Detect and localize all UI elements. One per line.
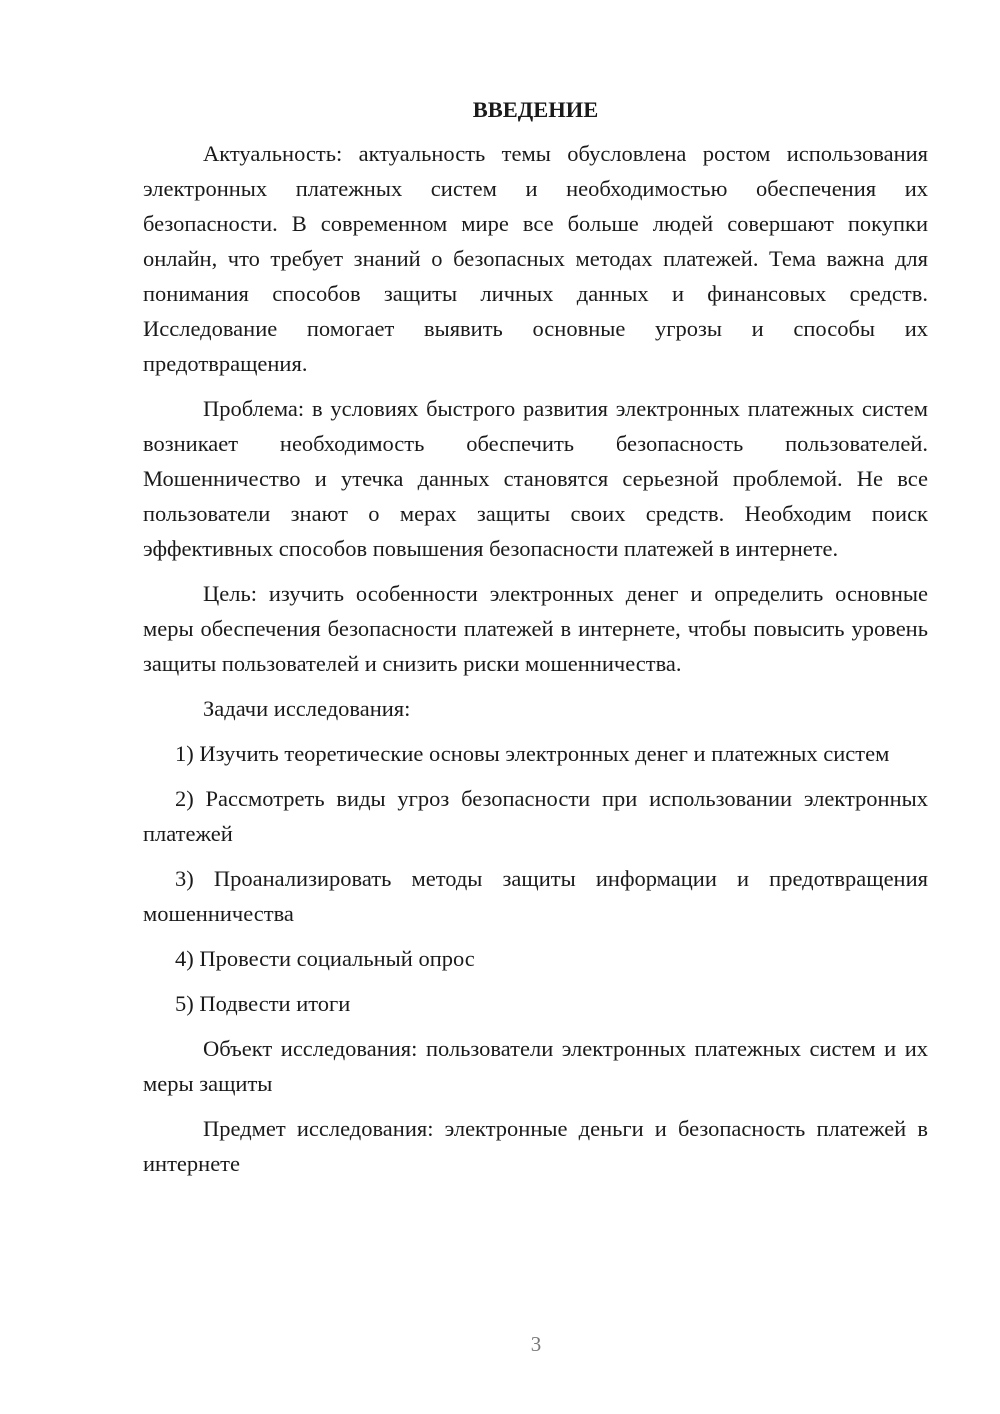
list-item: 2) Рассмотреть виды угроз безопасности при использовании электронных платежей <box>143 786 928 846</box>
tasks-list <box>143 736 928 1021</box>
list-item: 3) Проанализировать методы защиты информации и предотвращения мошенничества <box>143 866 928 926</box>
paragraph-goal: Цель: изучить особенности электронных денег и определить основные меры обеспечения безопасности платежей в интернете, чтобы повысить уровень защиты пользователей и снизить риски мошенничества. <box>143 581 928 676</box>
paragraph-problem: Проблема: в условиях быстрого развития электронных платежных систем возникает необходимость обеспечить безопасность пользователей. Мошенничество и утечка данных становятся серьезной проблемой. Не все пользователи знают о мерах защиты своих средств. Необходим поиск эффективных способов повышения безопасности платежей в интернете. <box>143 396 928 561</box>
page-number: 3 <box>530 1332 542 1356</box>
paragraph-object: Объект исследования: пользователи электронных платежных систем и их меры защиты <box>143 1036 928 1096</box>
list-item: 4) Провести социальный опрос <box>175 946 475 971</box>
paragraph-relevance: Актуальность: актуальность темы обусловлена ростом использования электронных платежных систем и необходимостью обеспечения их безопасности. В современном мире все больше людей совершают покупки онлайн, что требует знаний о безопасных методах платежей. Тема важна для понимания способов защиты личных данных и финансовых средств. Исследование помогает выявить основные угрозы и способы их предотвращения. <box>143 141 928 376</box>
tasks-heading: Задачи исследования: <box>203 696 411 721</box>
list-item: 1) Изучить теоретические основы электронных денег и платежных систем <box>175 741 890 766</box>
page-title: ВВЕДЕНИЕ <box>472 97 599 122</box>
paragraph-subject: Предмет исследования: электронные деньги и безопасность платежей в интернете <box>143 1116 928 1176</box>
page-content <box>143 94 928 1191</box>
list-item: 5) Подвести итоги <box>175 991 351 1016</box>
